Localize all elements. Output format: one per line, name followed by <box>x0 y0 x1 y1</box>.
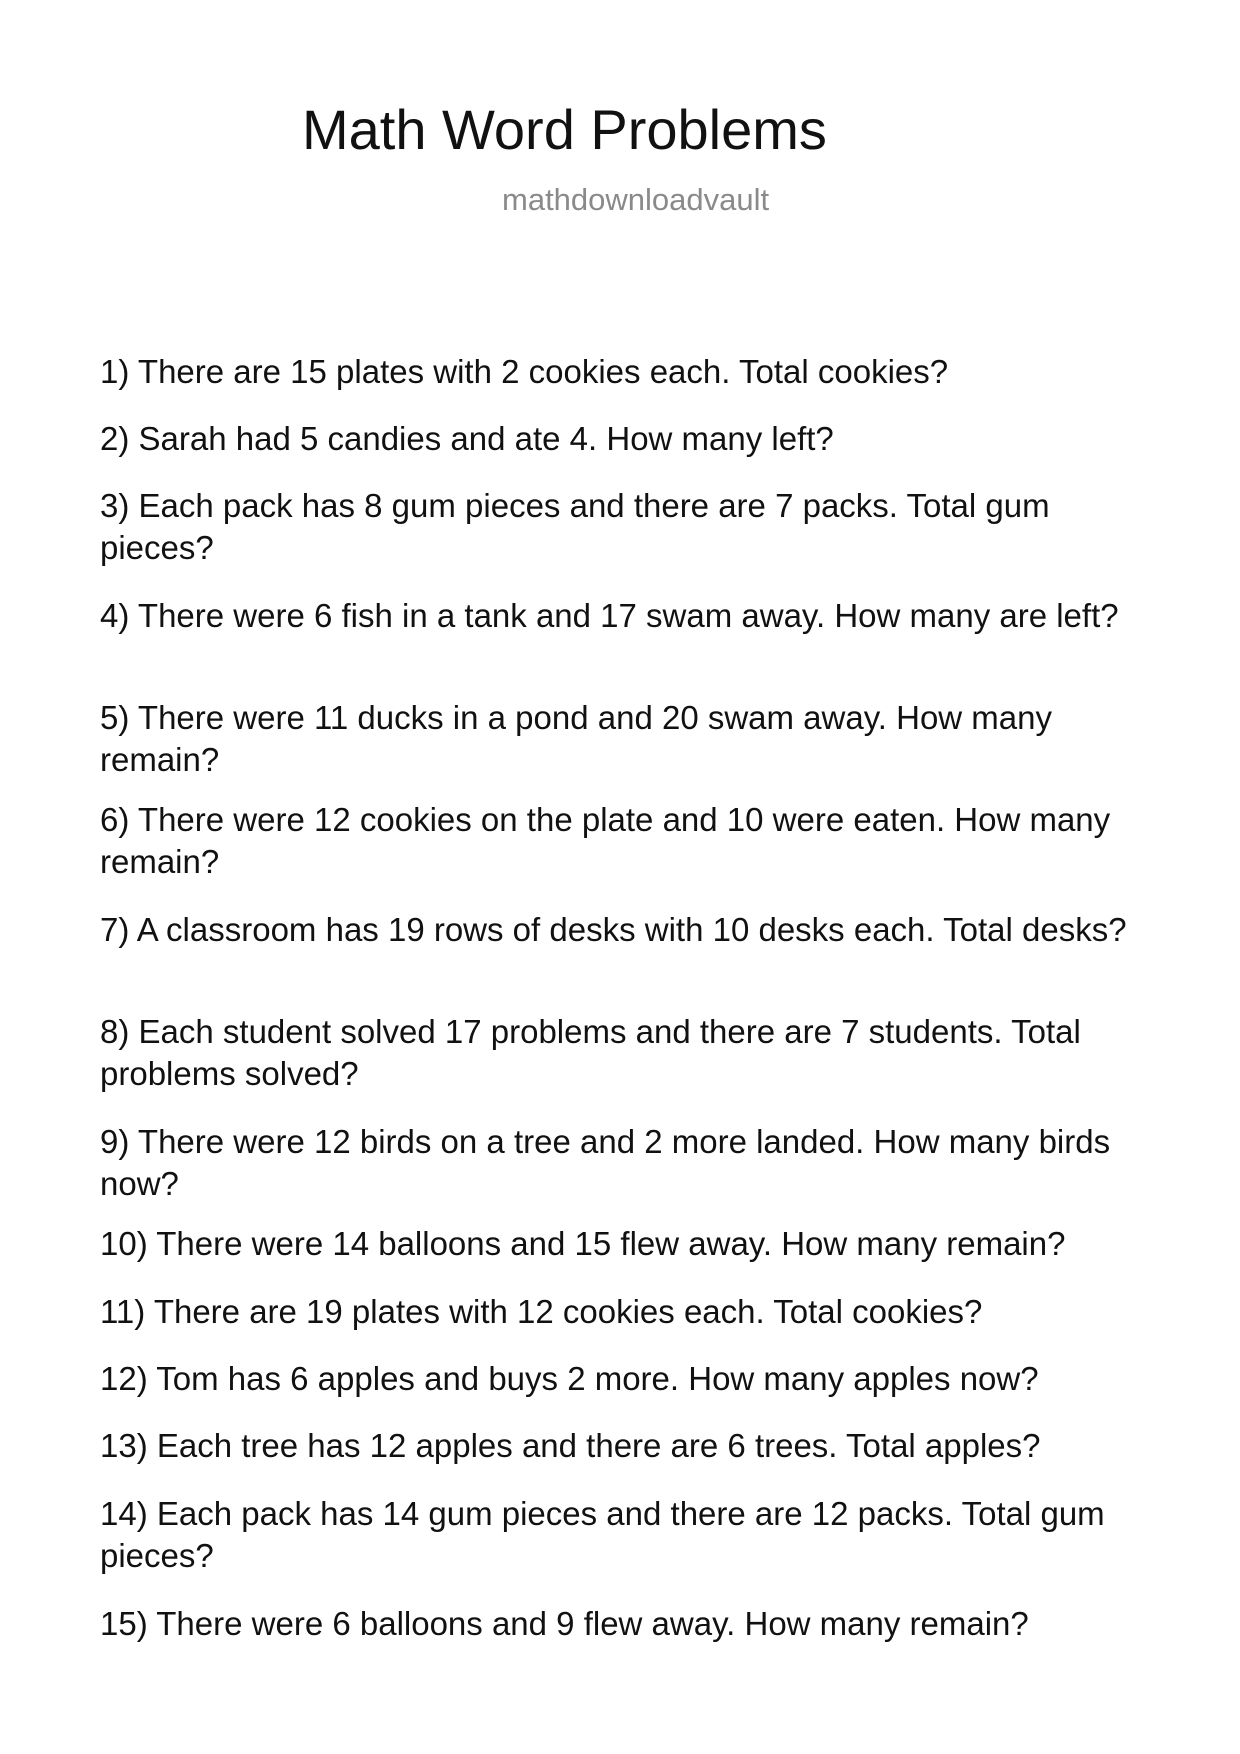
problem-item: 1) There are 15 plates with 2 cookies each. Total cookies? <box>100 353 949 390</box>
page-subtitle: mathdownloadvault <box>502 182 770 217</box>
problem-item: 6) There were 12 cookies on the plate and 10 were eaten. How many remain? <box>100 801 1111 880</box>
problem-item: 2) Sarah had 5 candies and ate 4. How many left? <box>100 420 834 457</box>
problem-item: 3) Each pack has 8 gum pieces and there are 7 packs. Total gum pieces? <box>100 487 1050 566</box>
page-title: Math Word Problems <box>302 98 827 161</box>
problem-item: 11) There are 19 plates with 12 cookies each. Total cookies? <box>100 1293 983 1330</box>
problem-item: 7) A classroom has 19 rows of desks with 10 desks each. Total desks? <box>100 911 1127 948</box>
problem-item: 10) There were 14 balloons and 15 flew away. How many remain? <box>100 1225 1066 1262</box>
problem-item: 13) Each tree has 12 apples and there are 6 trees. Total apples? <box>100 1427 1041 1464</box>
problem-item: 8) Each student solved 17 problems and there are 7 students. Total problems solved? <box>100 1013 1081 1092</box>
problem-item: 9) There were 12 birds on a tree and 2 more landed. How many birds now? <box>100 1123 1111 1202</box>
problem-item: 15) There were 6 balloons and 9 flew away. How many remain? <box>100 1605 1029 1642</box>
problem-item: 4) There were 6 fish in a tank and 17 swam away. How many are left? <box>100 597 1119 634</box>
problem-item: 5) There were 11 ducks in a pond and 20 swam away. How many remain? <box>100 699 1052 778</box>
problem-item: 12) Tom has 6 apples and buys 2 more. How many apples now? <box>100 1360 1039 1397</box>
problem-item: 14) Each pack has 14 gum pieces and there are 12 packs. Total gum pieces? <box>100 1495 1105 1574</box>
